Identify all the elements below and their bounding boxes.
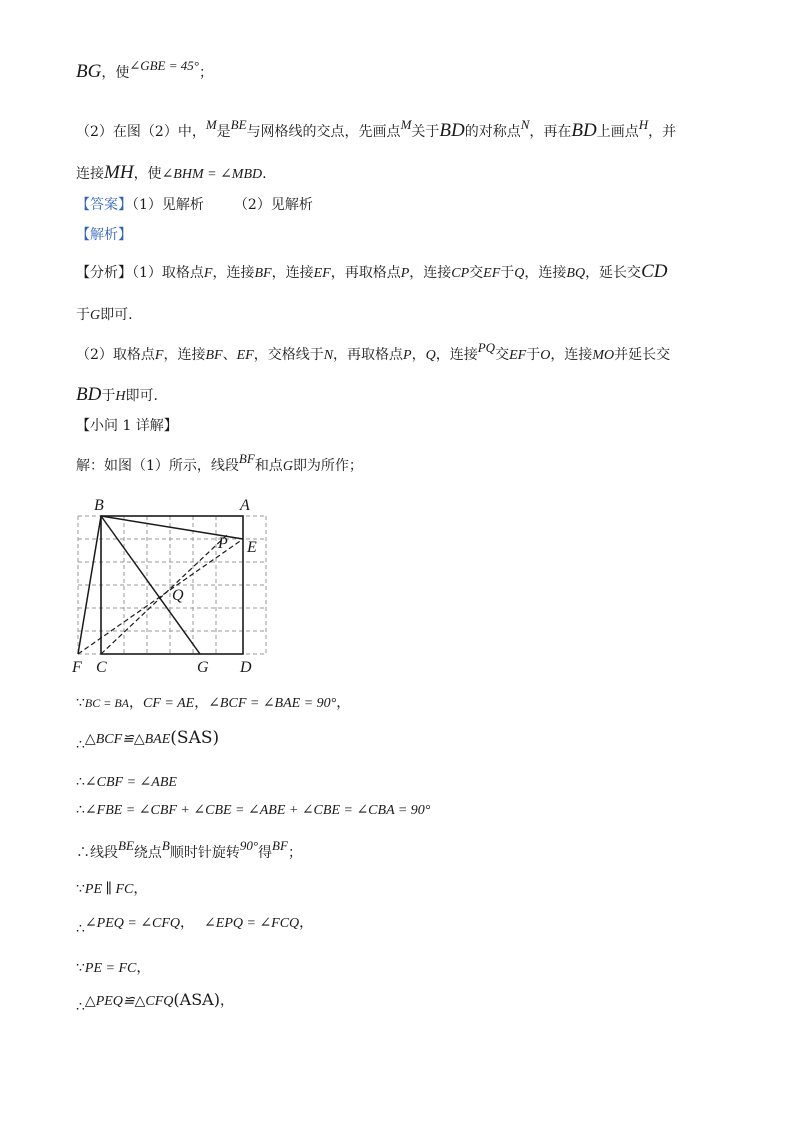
text: 绕点 bbox=[133, 845, 162, 861]
math-segment: BF bbox=[254, 266, 272, 281]
text: 的对称点 bbox=[464, 124, 521, 140]
math-expression: △PEQ≌△CFQ bbox=[84, 994, 174, 1009]
math-expression: ∠PEQ = ∠CFQ bbox=[84, 916, 181, 931]
math-point: F bbox=[203, 266, 213, 281]
answer-part: （2）见解析 bbox=[233, 197, 313, 213]
math-expression: ∠CBF = ∠ABE bbox=[84, 775, 177, 790]
text: 上画点 bbox=[596, 124, 639, 140]
text-line bbox=[76, 262, 667, 284]
label-p: P bbox=[218, 535, 228, 552]
because-symbol: ∵ bbox=[76, 695, 85, 711]
proof-step bbox=[76, 879, 147, 900]
proof-step bbox=[76, 772, 177, 793]
text: ， bbox=[180, 915, 195, 931]
text-line bbox=[76, 340, 671, 366]
text: ， bbox=[133, 881, 148, 897]
answer-tag: 【答案】 bbox=[76, 197, 132, 213]
text: ； bbox=[198, 65, 213, 81]
therefore-symbol: ∴ bbox=[76, 737, 85, 753]
text: 交 bbox=[469, 265, 484, 281]
text: 交 bbox=[495, 347, 510, 363]
math-expression: BC = BA bbox=[84, 696, 130, 710]
text: . bbox=[262, 166, 267, 182]
math-point: P bbox=[400, 266, 410, 281]
math-segment: MO bbox=[592, 348, 615, 363]
text: 于 bbox=[101, 388, 116, 404]
text: ， bbox=[219, 993, 234, 1009]
text: ，连接 bbox=[409, 265, 452, 281]
text: ，使 bbox=[101, 65, 130, 81]
text: ，连接 bbox=[524, 265, 567, 281]
math-segment: BE bbox=[230, 117, 247, 132]
math-segment: CP bbox=[451, 266, 470, 281]
proof-step bbox=[76, 913, 314, 937]
label-e: E bbox=[247, 539, 257, 556]
text: ，再取格点 bbox=[330, 265, 401, 281]
math-condition: ∠BHM = ∠MBD bbox=[161, 167, 263, 182]
section-label: 【小问 1 详解】 bbox=[76, 418, 178, 434]
math-point: H bbox=[638, 117, 649, 132]
text: ， bbox=[411, 347, 426, 363]
because-symbol: ∵ bbox=[76, 960, 85, 976]
math-expression: 90° bbox=[239, 838, 259, 853]
text-line bbox=[76, 451, 363, 477]
proof-step bbox=[76, 693, 350, 714]
label-a: A bbox=[240, 497, 250, 514]
therefore-symbol: ∴ bbox=[76, 802, 85, 818]
text: 顺时针旋转 bbox=[169, 845, 240, 861]
text: 并延长交 bbox=[614, 347, 671, 363]
analysis-heading bbox=[76, 225, 132, 245]
text: ，延长交 bbox=[585, 265, 642, 281]
math-expression: PE = FC bbox=[84, 961, 137, 976]
text: （2）在图（2）中， bbox=[76, 124, 206, 140]
math-segment: EF bbox=[483, 266, 501, 281]
math-segment: EF bbox=[509, 348, 527, 363]
text: 关于 bbox=[411, 124, 440, 140]
text: ， bbox=[299, 915, 314, 931]
label-f: F bbox=[72, 659, 82, 676]
math-point: B bbox=[161, 838, 170, 853]
math-point: N bbox=[323, 348, 334, 363]
math-segment: BD bbox=[571, 120, 597, 141]
text: 连接 bbox=[76, 166, 104, 182]
text: ， bbox=[194, 695, 209, 711]
math-expression: ∠EPQ = ∠FCQ bbox=[204, 916, 300, 931]
math-segment: BD bbox=[76, 384, 102, 405]
math-segment: PQ bbox=[477, 340, 496, 355]
math-point: H bbox=[115, 389, 126, 404]
analysis-label: 【分析】 bbox=[76, 265, 132, 281]
math-expression: (ASA) bbox=[173, 990, 220, 1009]
math-point: F bbox=[154, 348, 164, 363]
math-segment: BG bbox=[76, 61, 102, 82]
dashed-grid bbox=[78, 516, 266, 654]
math-expression: ∠BCF = ∠BAE = 90° bbox=[208, 696, 337, 711]
text: ， bbox=[136, 960, 151, 976]
math-segment: BF bbox=[238, 451, 255, 466]
math-expression: CF = AE bbox=[143, 696, 195, 711]
math-segment: BD bbox=[439, 120, 465, 141]
math-segment: BQ bbox=[566, 266, 586, 281]
text: ，再在 bbox=[529, 124, 572, 140]
math-point: G bbox=[282, 459, 293, 474]
math-point: Q bbox=[514, 266, 525, 281]
text: 是 bbox=[216, 124, 231, 140]
math-point: N bbox=[520, 117, 530, 132]
text: 线段 bbox=[90, 845, 118, 861]
label-b: B bbox=[94, 497, 104, 514]
text: 于 bbox=[76, 307, 90, 323]
text: （2）取格点 bbox=[76, 347, 155, 363]
proof-step bbox=[76, 958, 150, 979]
math-expression: PE ∥ FC bbox=[84, 882, 134, 897]
math-point: O bbox=[540, 348, 551, 363]
text: ，连接 bbox=[163, 347, 206, 363]
math-expression: △BCF≌△BAE bbox=[84, 732, 171, 747]
text: 解：如图（1）所示，线段 bbox=[76, 458, 239, 474]
text: 即为所作； bbox=[292, 458, 363, 474]
text: ，交格线于 bbox=[253, 347, 324, 363]
text: 于 bbox=[500, 265, 515, 281]
math-segment: BF bbox=[205, 348, 223, 363]
text: ，连接 bbox=[271, 265, 314, 281]
text: ，连接 bbox=[550, 347, 593, 363]
text: ，使 bbox=[133, 166, 162, 182]
proof-step bbox=[76, 838, 302, 863]
therefore-symbol: ∴ bbox=[76, 845, 90, 861]
text: ； bbox=[287, 845, 302, 861]
math-segment: BF bbox=[272, 838, 288, 853]
text-line bbox=[76, 385, 158, 407]
proof-step bbox=[76, 800, 430, 821]
math-point: M bbox=[205, 117, 217, 132]
text: 、 bbox=[222, 347, 237, 363]
text: ，并 bbox=[648, 124, 677, 140]
because-symbol: ∵ bbox=[76, 881, 85, 897]
section-heading bbox=[76, 416, 178, 436]
math-segment: EF bbox=[236, 348, 254, 363]
therefore-symbol: ∴ bbox=[76, 774, 85, 790]
text: 得 bbox=[258, 845, 273, 861]
math-expression: (SAS) bbox=[170, 728, 220, 748]
math-expression: ∠FBE = ∠CBF + ∠CBE = ∠ABE + ∠CBE = ∠CBA = 90° bbox=[84, 803, 431, 818]
text: 即可. bbox=[125, 388, 158, 404]
text: ，再取格点 bbox=[333, 347, 404, 363]
answer-part: （1）见解析 bbox=[132, 197, 204, 213]
geometry-figure bbox=[70, 494, 280, 679]
text-line bbox=[76, 58, 213, 83]
label-d: D bbox=[240, 659, 252, 676]
text: （1）取格点 bbox=[132, 265, 204, 281]
math-segment: CD bbox=[641, 261, 668, 282]
therefore-symbol: ∴ bbox=[76, 999, 85, 1015]
proof-step bbox=[76, 990, 234, 1015]
math-point: G bbox=[90, 308, 101, 323]
math-point: Q bbox=[425, 348, 436, 363]
text: ， bbox=[336, 695, 351, 711]
text: 即可. bbox=[100, 307, 133, 323]
proof-step bbox=[76, 728, 220, 753]
text: ， bbox=[129, 695, 144, 711]
therefore-symbol: ∴ bbox=[76, 921, 85, 937]
text-line bbox=[76, 163, 267, 185]
text: ，连接 bbox=[212, 265, 255, 281]
text-line bbox=[76, 305, 133, 326]
math-point: M bbox=[400, 117, 412, 132]
answer-line bbox=[76, 195, 313, 215]
text: 于 bbox=[526, 347, 541, 363]
label-c: C bbox=[96, 659, 107, 676]
text: 与网格线的交点，先画点 bbox=[246, 124, 401, 140]
label-q: Q bbox=[172, 587, 184, 604]
text: 和点 bbox=[254, 458, 283, 474]
label-g: G bbox=[197, 659, 209, 676]
math-segment: BE bbox=[118, 838, 134, 853]
text-line bbox=[76, 117, 677, 142]
math-condition: ∠GBE = 45° bbox=[129, 58, 199, 73]
math-point: P bbox=[403, 348, 412, 363]
math-segment: EF bbox=[313, 266, 331, 281]
math-segment: MH bbox=[104, 162, 134, 183]
text: ，连接 bbox=[435, 347, 478, 363]
analysis-tag: 【解析】 bbox=[76, 227, 132, 243]
segment-ef bbox=[78, 539, 243, 654]
